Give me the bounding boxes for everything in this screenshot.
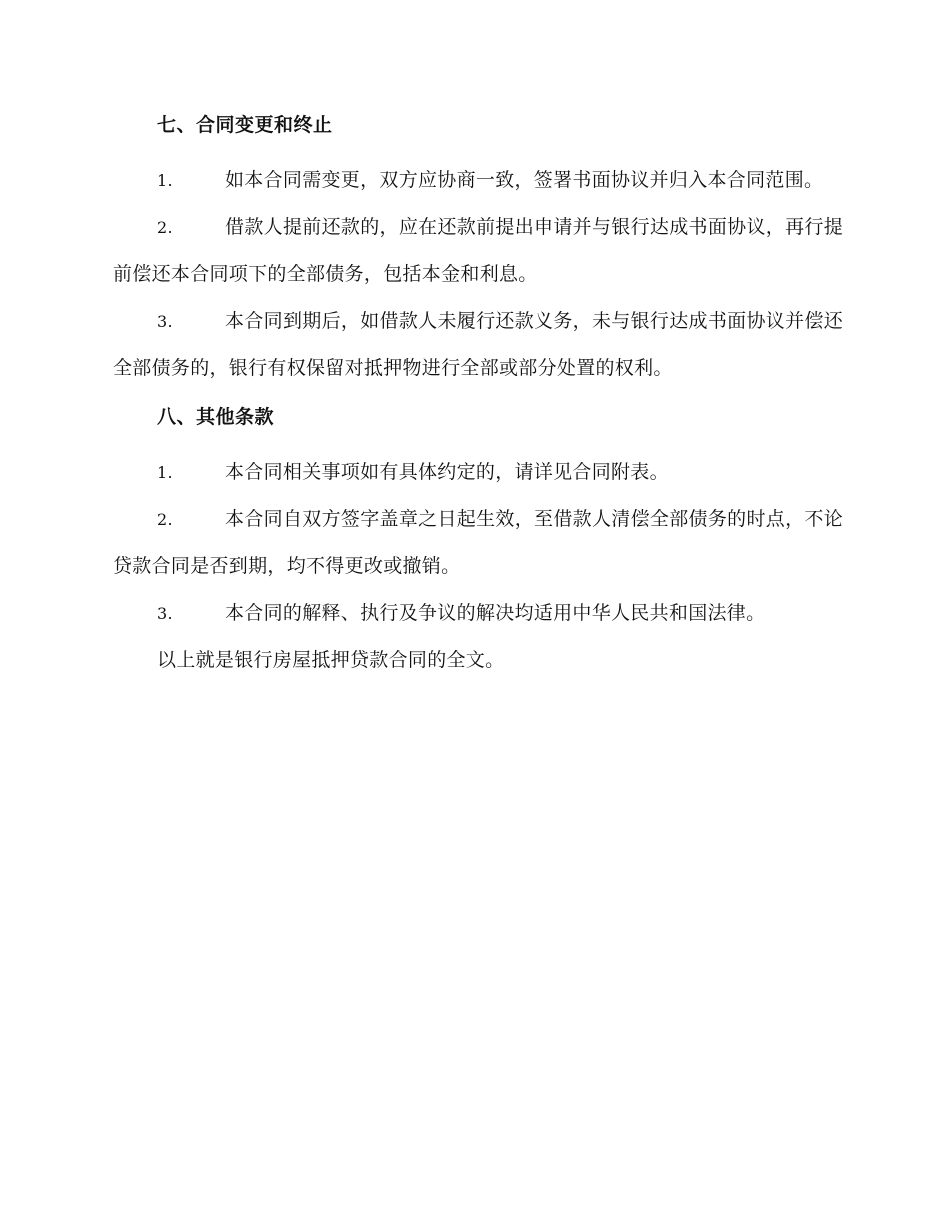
- clause-8-3: [113, 590, 843, 637]
- clause-text: 本合同自双方签字盖章之日起生效，至借款人清偿全部债务的时点，不论贷款合同是否到期，均不得更改或撤销。: [113, 508, 843, 577]
- clause-7-3: [113, 298, 843, 392]
- clause-7-1: [113, 157, 843, 204]
- clause-8-2: [113, 496, 843, 590]
- clause-text: 本合同相关事项如有具体约定的，请详见合同附表。: [225, 461, 669, 483]
- clause-text: 本合同到期后，如借款人未履行还款义务，未与银行达成书面协议并偿还全部债务的，银行有权保留对抵押物进行全部或部分处置的权利。: [113, 310, 843, 379]
- clause-text: 本合同的解释、执行及争议的解决均适用中华人民共和国法律。: [225, 602, 766, 624]
- section-heading-other-terms: 八、其他条款: [157, 406, 275, 428]
- clause-7-2: [113, 204, 843, 298]
- clause-number: 3.: [157, 312, 173, 331]
- clause-number: 2.: [157, 510, 173, 529]
- document-body: [113, 110, 843, 684]
- clause-text: 借款人提前还款的，应在还款前提出申请并与银行达成书面协议，再行提前偿还本合同项下的全部债务，包括本金和利息。: [113, 216, 843, 285]
- clause-number: 1.: [157, 463, 173, 482]
- clause-text: 如本合同需变更，双方应协商一致，签署书面协议并归入本合同范围。: [225, 169, 824, 191]
- clause-number: 1.: [157, 171, 173, 190]
- section-heading-change-termination: 七、合同变更和终止: [157, 114, 333, 136]
- closing-statement: 以上就是银行房屋抵押贷款合同的全文。: [157, 649, 505, 671]
- clause-number: 3.: [157, 604, 173, 623]
- clause-number: 2.: [157, 218, 173, 237]
- clause-8-1: [113, 449, 843, 496]
